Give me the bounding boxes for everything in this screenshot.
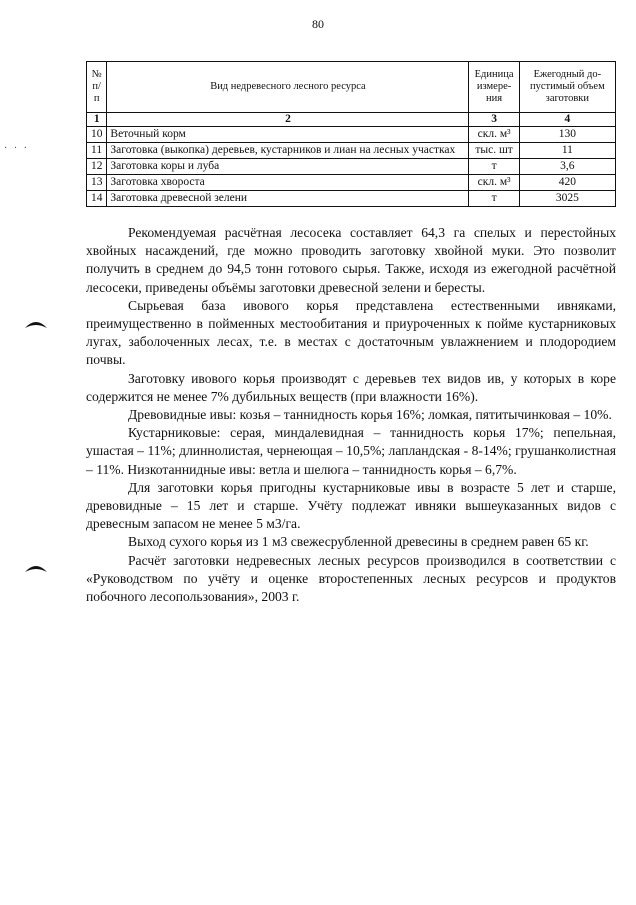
hole-punch-mark-top xyxy=(24,318,48,330)
paragraph-forest-area: Рекомендуемая расчётная лесосека составляет 64,3 га спелых и перестойных хвойных насаждений, где можно проводить заготовку хвойной муки. Это позволит получить в среднем до 94,5 тонн готового сырья. Также, исходя из ежегодной расчётной лесосеки, приведены объёмы заготовки древесной зелени и бересты. xyxy=(86,225,616,295)
row-number: 14 xyxy=(87,191,107,207)
header-number: № п/ п xyxy=(87,62,107,113)
volume-cell: 130 xyxy=(519,127,615,143)
header-resource-type: Вид недревесного лесного ресурса xyxy=(107,62,469,113)
table-row xyxy=(87,175,616,191)
volume-cell: 3025 xyxy=(519,191,615,207)
column-index: 4 xyxy=(519,113,615,127)
body-text xyxy=(86,224,616,606)
hole-punch-mark-bottom xyxy=(24,562,48,574)
volume-cell: 11 xyxy=(519,143,615,159)
margin-dots: · · · xyxy=(4,143,29,154)
page-number: 80 xyxy=(312,17,324,31)
table-row xyxy=(87,159,616,175)
unit-cell: скл. м³ xyxy=(469,127,519,143)
paragraph-harvest-age: Для заготовки корья пригодны кустарниковые ивы в возрасте 5 лет и старше, древовидные – 15 лет и старше. Учёту подлежат ивняки вышеуказанных видов с древесным запасом не менее 5 м3/га. xyxy=(86,479,616,532)
row-number: 11 xyxy=(87,143,107,159)
column-index-row xyxy=(87,113,616,127)
paragraph-bark-yield: Выход сухого корья из 1 м3 свежесрубленной древесины в среднем равен 65 кг. xyxy=(128,534,589,550)
volume-cell: 420 xyxy=(519,175,615,191)
unit-cell: т xyxy=(469,159,519,175)
resource-table xyxy=(86,61,616,207)
resource-name: Заготовка коры и луба xyxy=(107,159,469,175)
unit-cell: тыс. шт xyxy=(469,143,519,159)
table-row xyxy=(87,143,616,159)
paragraph-tree-willows: Древовидные ивы: козья – таннидность корья 16%; ломкая, пятитычинковая – 10%. xyxy=(128,407,612,423)
resource-name: Заготовка хвороста xyxy=(107,175,469,191)
resource-name: Заготовка древесной зелени xyxy=(107,191,469,207)
volume-cell: 3,6 xyxy=(519,159,615,175)
column-index: 3 xyxy=(469,113,519,127)
column-index: 1 xyxy=(87,113,107,127)
header-unit: Единица измере-ния xyxy=(469,62,519,113)
row-number: 10 xyxy=(87,127,107,143)
unit-cell: скл. м³ xyxy=(469,175,519,191)
paragraph-methodology: Расчёт заготовки недревесных лесных ресурсов производился в соответствии с «Руководством по учёту и оценке второстепенных лесных ресурсов и продуктов побочного лесопользования», 2003 г. xyxy=(86,552,616,605)
table-row xyxy=(87,191,616,207)
resource-name: Веточный корм xyxy=(107,127,469,143)
column-index: 2 xyxy=(107,113,469,127)
unit-cell: т xyxy=(469,191,519,207)
table-header-row xyxy=(87,62,616,113)
header-annual-volume: Ежегодный до-пустимый объем заготовки xyxy=(519,62,615,113)
paragraph-willow-base: Сырьевая база ивового корья представлена естественными ивняками, преимущественно в пойменных местообитания и приуроченных к пойме кустарниковых лугах, заболоченных лесах, т.е. в местах с достаточным увлажнением и плодородием почвы. xyxy=(86,297,616,368)
row-number: 13 xyxy=(87,175,107,191)
resource-name: Заготовка (выкопка) деревьев, кустарников и лиан на лесных участках xyxy=(107,143,469,159)
table-row xyxy=(87,127,616,143)
paragraph-shrub-willows: Кустарниковые: серая, миндалевидная – таннидность корья 17%; пепельная, ушастая – 11%; длиннолистая, чернеющая – 10,5%; лапландская - 8-14%; грушанколистная – 11%. Низкотаннидные ивы: ветла и шелюга – таннидность корья – 6,7%. xyxy=(86,425,616,477)
paragraph-willow-harvest: Заготовку ивового корья производят с деревьев тех видов ив, у которых в коре содержится не менее 7% дубильных веществ (при влажности 16%). xyxy=(86,370,616,404)
row-number: 12 xyxy=(87,159,107,175)
